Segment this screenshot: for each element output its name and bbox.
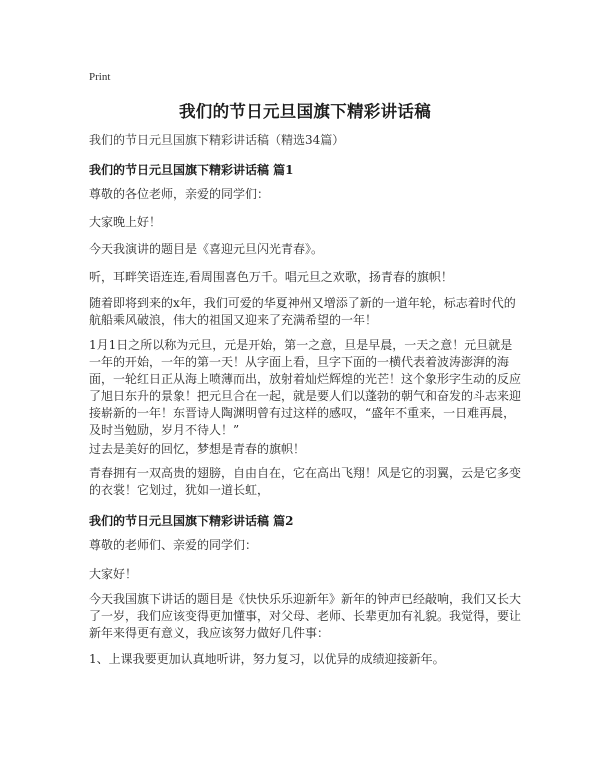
section2-paragraph: 1、上课我要更加认真地听讲，努力复习，以优异的成绩迎接新年。 (89, 652, 445, 666)
section2-paragraph: 大家好！ (89, 567, 138, 581)
section2-paragraph: 尊敬的老师们、亲爱的同学们： (89, 538, 258, 552)
section-heading-2: 我们的节日元旦国旗下精彩讲话稿 篇2 (89, 514, 294, 528)
section1-paragraph: 青春拥有一双高贵的翅膀，自由自在，它在高出飞翔！风是它的羽翼，云是它多变的衣裳！它划过，犹如一道长虹， (89, 466, 522, 497)
section1-paragraph: 听，耳畔笑语连连,看周围喜色万千。唱元旦之欢歌，扬青春的旗帜！ (89, 270, 453, 284)
document-subtitle: 我们的节日元旦国旗下精彩讲话稿（精选34篇） (89, 133, 345, 147)
section2-paragraph: 今天我国旗下讲话的题目是《快快乐乐迎新年》新年的钟声已经敲响，我们又长大了一岁，我们应该变得更加懂事，对父母、老师、长辈更加有礼貌。我觉得，要让新年来得更有意义，我应该努力做好几件事： (89, 592, 522, 640)
page-title: 我们的节日元旦国旗下精彩讲话稿 (179, 102, 431, 121)
section1-paragraph: 随着即将到来的x年，我们可爱的华夏神州又增添了新的一道年轮，标志着时代的航船乘风破浪，伟大的祖国又迎来了充满希望的一年！ (89, 296, 516, 327)
section1-paragraph: 大家晚上好！ (89, 215, 162, 229)
section-heading-1: 我们的节日元旦国旗下精彩讲话稿 篇1 (89, 163, 294, 177)
section1-paragraph: 尊敬的各位老师，亲爱的同学们： (89, 187, 270, 201)
section1-paragraph: 过去是美好的回忆，梦想是青春的旗帜！ (89, 442, 306, 456)
section1-paragraph: 今天我演讲的题目是《喜迎元旦闪光青春》。 (89, 242, 324, 256)
print-link[interactable]: Print (89, 71, 111, 83)
section1-paragraph: 1月1日之所以称为元旦，元是开始，第一之意，旦是早晨，一天之意！元旦就是一年的开始，一年的第一天！从字面上看，旦字下面的一横代表着波涛澎湃的海面，一轮红日正从海上喷薄而出，放射着灿烂辉煌的光芒！这个象形字生动的反应了旭日东升的景象！把元旦合在一起，就是要人们以蓬勃的朝气和奋发的斗志来迎接崭新的一年！东晋诗人陶渊明曾有过这样的感叹，“盛年不重来，一日难再晨，及时当勉励，岁月不待人！” (89, 338, 522, 437)
